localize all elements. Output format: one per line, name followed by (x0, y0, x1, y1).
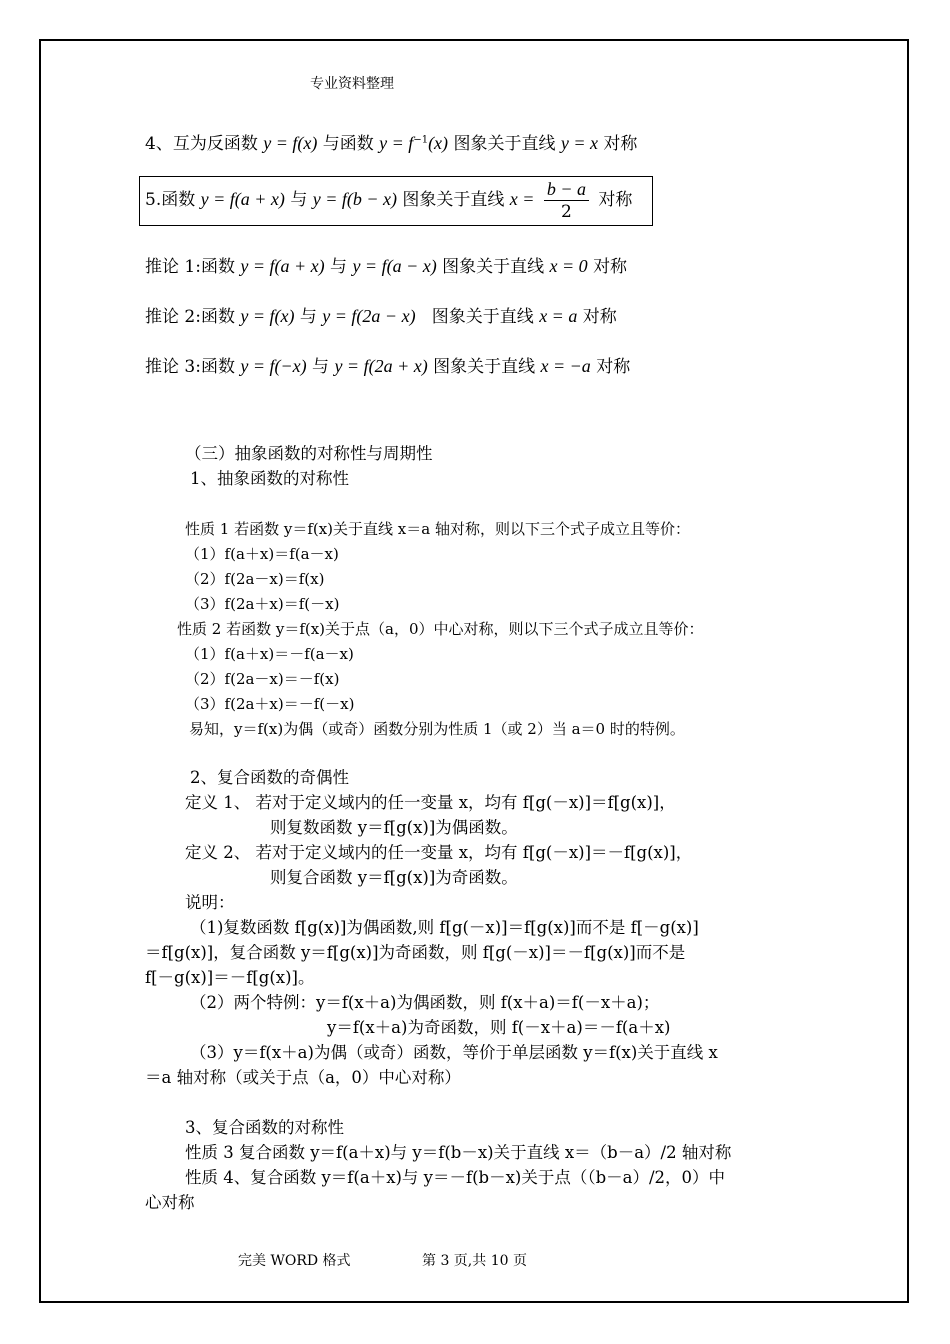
corollary-1-prefix: 推论 1:函数 (145, 257, 235, 277)
statement-5-xeq: x = (509, 189, 535, 209)
corollary-2 (145, 302, 617, 327)
page-number: 第 3 页,共 10 页 (422, 1253, 527, 1269)
statement-5-func1: y = f(a + x) (200, 189, 285, 209)
definition-1: 定义 1、 若对于定义域内的任一变量 x，均有 f[g(－x)]＝f[g(x)]， (185, 793, 676, 812)
corollary-1-end: 对称 (593, 257, 628, 277)
note-label: 说明： (185, 893, 235, 912)
statement-5-func2: y = f(b − x) (312, 189, 397, 209)
corollary-2-end: 对称 (582, 307, 617, 327)
subsection-2-title: 2、复合函数的奇偶性 (190, 768, 349, 787)
corollary-2-rest: 图象关于直线 (431, 307, 534, 327)
page-header: 专业资料整理 (310, 76, 394, 92)
corollary-3-func2: y = f(2a + x) (334, 356, 428, 376)
corollary-2-func1: y = f(x) (240, 306, 295, 326)
statement-4-prefix: 4、互为反函数 (145, 134, 258, 154)
note-1-end: f[－g(x)]＝－f[g(x)]。 (145, 968, 315, 987)
corollary-3-func1: y = f(−x) (240, 356, 307, 376)
corollary-3-end: 对称 (596, 357, 631, 377)
subsection-1-title: 1、抽象函数的对称性 (190, 469, 349, 488)
note-3-cont: ＝a 轴对称（或关于点（a，0）中心对称） (145, 1068, 461, 1087)
statement-4 (145, 129, 637, 154)
fraction (544, 178, 589, 223)
note-1-cont: ＝f[g(x)]，复合函数 y＝f[g(x)]为奇函数，则 f[g(－x)]＝－f[g(x)]而不是 (145, 943, 686, 962)
statement-4-end: 对称 (603, 134, 638, 154)
section-3-title: （三）抽象函数的对称性与周期性 (185, 444, 433, 463)
fraction-denominator: 2 (561, 202, 572, 222)
footer-format: 完美 WORD 格式 (238, 1253, 351, 1269)
property-2-title: 性质 2 若函数 y＝f(x)关于点（a，0）中心对称，则以下三个式子成立且等价： (177, 620, 704, 638)
statement-5-end: 对称 (598, 190, 633, 210)
property-3: 性质 3 复合函数 y＝f(a＋x)与 y＝f(b－x)关于直线 x＝（b－a）/2 轴对称 (185, 1143, 732, 1162)
note-1: （1)复数函数 f[g(x)]为偶函数,则 f[g(－x)]＝f[g(x)]而不是 f[－g(x)] (190, 918, 699, 937)
property-4-cont: 心对称 (145, 1193, 195, 1212)
corollary-1 (145, 252, 627, 277)
corollary-3-prefix: 推论 3:函数 (145, 357, 235, 377)
corollary-1-line: x = 0 (549, 256, 588, 276)
statement-4-func2-arg: (x) (428, 133, 449, 153)
special-case-note: 易知，y＝f(x)为偶（或奇）函数分别为性质 1（或 2）当 a＝0 时的特例。 (189, 720, 685, 738)
property-2-item: （1）f(a＋x)＝－f(a－x) (185, 645, 354, 663)
statement-4-rest: 图象关于直线 (453, 134, 556, 154)
note-2-cont: y＝f(x＋a)为奇函数，则 f(－x＋a)＝－f(a＋x) (327, 1018, 671, 1037)
statement-5-rest: 图象关于直线 (402, 190, 505, 210)
corollary-3-mid: 与 (312, 357, 330, 377)
corollary-1-mid: 与 (330, 257, 348, 277)
property-1-item: （1）f(a＋x)＝f(a－x) (185, 545, 339, 563)
note-2: （2）两个特例：y＝f(x＋a)为偶函数，则 f(x＋a)＝f(－x＋a)； (190, 993, 660, 1012)
definition-2: 定义 2、 若对于定义域内的任一变量 x，均有 f[g(－x)]＝－f[g(x)]， (185, 843, 693, 862)
statement-4-func1: y = f(x) (263, 133, 318, 153)
property-1-item: （2）f(2a－x)＝f(x) (185, 570, 325, 588)
property-1-title: 性质 1 若函数 y＝f(x)关于直线 x＝a 轴对称，则以下三个式子成立且等价： (185, 520, 690, 538)
subsection-3-title: 3、复合函数的对称性 (185, 1118, 344, 1137)
statement-5-mid: 与 (290, 190, 308, 210)
corollary-1-func2: y = f(a − x) (352, 256, 437, 276)
note-3: （3）y＝f(x＋a)为偶（或奇）函数，等价于单层函数 y＝f(x)关于直线 x (190, 1043, 718, 1062)
statement-4-line: y = x (560, 133, 598, 153)
definition-1-conclusion: 则复数函数 y＝f[g(x)]为偶函数。 (270, 818, 518, 837)
corollary-2-prefix: 推论 2:函数 (145, 307, 235, 327)
property-4: 性质 4、复合函数 y＝f(a＋x)与 y＝－f(b－x)关于点（（b－a）/2，0）中 (185, 1168, 726, 1187)
inverse-superscript: −1 (413, 134, 429, 146)
statement-5 (145, 178, 632, 223)
corollary-1-func1: y = f(a + x) (240, 256, 325, 276)
corollary-1-rest: 图象关于直线 (442, 257, 545, 277)
corollary-3-line: x = −a (540, 356, 591, 376)
corollary-3 (145, 352, 630, 377)
corollary-2-func2: y = f(2a − x) (322, 306, 416, 326)
statement-4-mid: 与函数 (322, 134, 374, 154)
corollary-2-mid: 与 (299, 307, 317, 327)
property-2-item: （2）f(2a－x)＝－f(x) (185, 670, 340, 688)
statement-5-prefix: 5.函数 (145, 190, 196, 210)
corollary-3-rest: 图象关于直线 (433, 357, 536, 377)
statement-4-func2: y = f (379, 133, 414, 153)
fraction-numerator: b − a (544, 178, 589, 201)
definition-2-conclusion: 则复合函数 y＝f[g(x)]为奇函数。 (270, 868, 518, 887)
corollary-2-line: x = a (539, 306, 578, 326)
page-border (39, 39, 909, 1303)
property-1-item: （3）f(2a＋x)＝f(－x) (185, 595, 340, 613)
property-2-item: （3）f(2a＋x)＝－f(－x) (185, 695, 355, 713)
